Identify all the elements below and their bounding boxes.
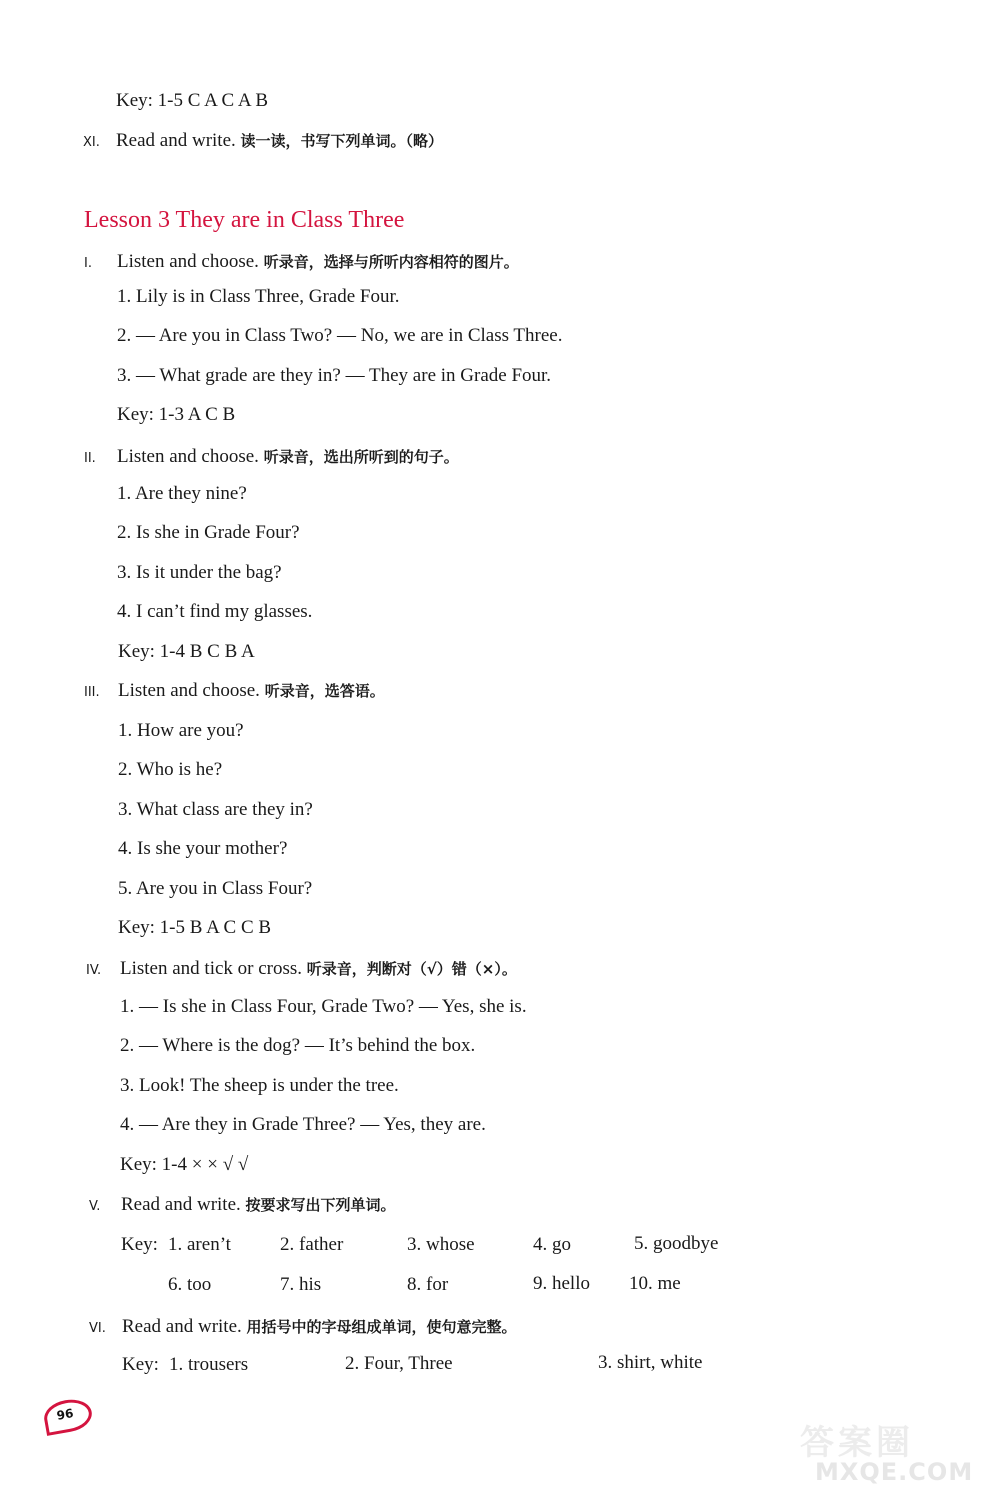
key-word: 8. for — [407, 1274, 449, 1295]
list-item: 3. What class are they in? — [118, 799, 313, 820]
instruction-cn: 听录音，选择与所听内容相符的图片。 — [263, 253, 519, 271]
section-number: VI. — [89, 1321, 106, 1336]
instruction-en: Listen and tick or cross. — [120, 958, 307, 979]
key-word: 3. shirt, white — [598, 1352, 703, 1373]
instruction-en: Read and write. — [121, 1194, 246, 1215]
list-item: 2. Is she in Grade Four? — [117, 522, 300, 543]
section-number: III. — [84, 685, 100, 700]
key-word: 4. go — [533, 1234, 571, 1255]
instruction-en: Read and write. — [116, 130, 241, 151]
section-instruction — [117, 251, 519, 273]
page-number-badge — [42, 1396, 95, 1436]
list-item: 5. Are you in Class Four? — [118, 878, 313, 899]
list-item: 1. — Is she in Class Four, Grade Two? — Yes, she is. — [120, 996, 527, 1017]
key-label: Key: — [122, 1354, 159, 1375]
list-item: 4. Is she your mother? — [118, 838, 288, 859]
key-word: 6. too — [168, 1274, 212, 1295]
section-number: V. — [89, 1199, 101, 1214]
instruction-en: Read and write. — [122, 1316, 247, 1337]
section-number: IV. — [86, 963, 102, 978]
key-word: 3. whose — [407, 1234, 475, 1255]
key-word: 2. Four, Three — [345, 1353, 453, 1374]
key-word: 2. father — [280, 1234, 344, 1255]
key-word: 1. aren’t — [168, 1234, 231, 1255]
key-answer: Key: 1-3 A C B — [117, 404, 236, 425]
page-number: 96 — [55, 1406, 75, 1423]
key-word: 9. hello — [533, 1273, 590, 1294]
section-instruction — [122, 1316, 517, 1338]
section-instruction — [116, 130, 443, 152]
section-instruction — [118, 680, 385, 702]
section-number: I. — [84, 256, 92, 271]
section-instruction — [120, 958, 517, 980]
key-word: 5. goodbye — [634, 1233, 719, 1254]
list-item: 2. — Where is the dog? — It’s behind the box. — [120, 1035, 476, 1056]
key-word: 7. his — [280, 1274, 322, 1295]
watermark-logo: 答案圈 — [800, 1423, 914, 1463]
instruction-cn: 读一读，书写下列单词。（略） — [240, 132, 444, 150]
instruction-cn: 按要求写出下列单词。 — [245, 1196, 396, 1214]
key-answer: Key: 1-4 B C B A — [118, 641, 255, 662]
list-item: 4. — Are they in Grade Three? — Yes, they are. — [120, 1114, 486, 1135]
list-item: 1. Are they nine? — [117, 483, 247, 504]
list-item: 3. — What grade are they in? — They are in Grade Four. — [117, 365, 552, 386]
list-item: 1. How are you? — [118, 720, 244, 741]
list-item: 4. I can’t find my glasses. — [117, 601, 313, 622]
section-number: II. — [84, 451, 96, 466]
instruction-en: Listen and choose. — [117, 446, 264, 467]
key-label: Key: — [121, 1234, 158, 1255]
list-item: 2. Who is he? — [118, 759, 223, 780]
key-answer: Key: 1-4 × × √ √ — [120, 1154, 249, 1175]
key-answer: Key: 1-5 B A C C B — [118, 917, 272, 938]
instruction-cn: 听录音，选答语。 — [264, 682, 385, 700]
instruction-cn: 听录音，判断对（√）错（×）。 — [306, 960, 517, 978]
instruction-cn: 听录音，选出所听到的句子。 — [263, 448, 459, 466]
list-item: 3. Is it under the bag? — [117, 562, 282, 583]
section-instruction — [121, 1194, 396, 1216]
key-answer: Key: 1-5 C A C A B — [116, 90, 269, 111]
key-word: 10. me — [629, 1273, 681, 1294]
list-item: 3. Look! The sheep is under the tree. — [120, 1075, 399, 1096]
list-item: 1. Lily is in Class Three, Grade Four. — [117, 286, 400, 307]
instruction-cn: 用括号中的字母组成单词，使句意完整。 — [246, 1318, 517, 1336]
list-item: 2. — Are you in Class Two? — No, we are in Class Three. — [117, 325, 563, 346]
instruction-en: Listen and choose. — [117, 251, 264, 272]
lesson-title: Lesson 3 They are in Class Three — [84, 207, 405, 233]
key-word: 1. trousers — [169, 1354, 249, 1375]
section-instruction — [117, 446, 459, 468]
section-number: XI. — [83, 135, 100, 150]
watermark-url: MXQE.COM — [815, 1458, 974, 1486]
instruction-en: Listen and choose. — [118, 680, 265, 701]
